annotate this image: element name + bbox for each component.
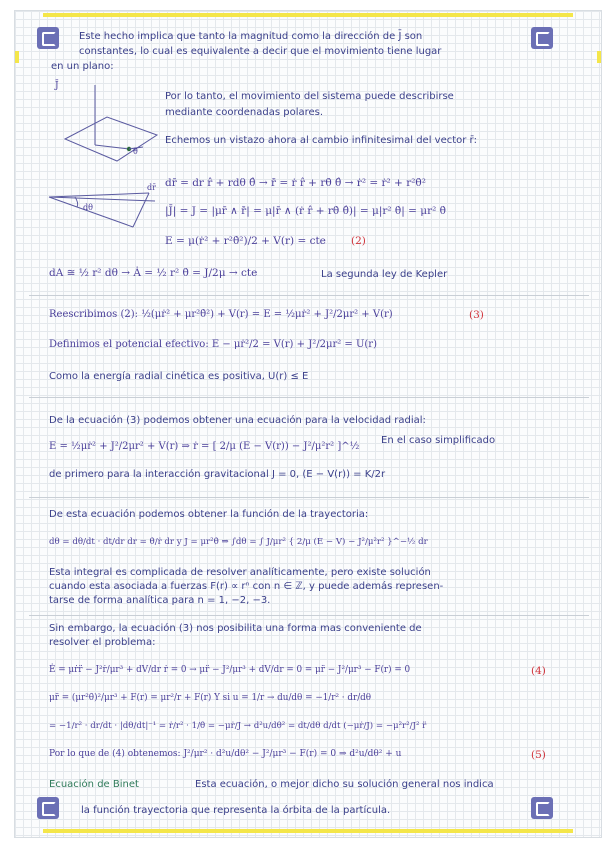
text-line: De esta ecuación podemos obtener la función de la trayectoria: [49, 509, 369, 520]
equation: dθ = dθ/dt · dt/dr dr = θ̇/ṙ dr y J = μr²θ̇ ⇒ ∫dθ = ∫ J/μr² { 2/μ (E − V) − J²/μ²r² }^−½ dr [49, 537, 428, 547]
text-line: la función trayectoria que representa la órbita de la partícula. [81, 805, 391, 816]
text-line: Por lo tanto, el movimiento del sistema puede describirse [165, 91, 454, 102]
text-line: mediante coordenadas polares. [165, 107, 324, 118]
left-highlight-mark [15, 51, 19, 63]
bottom-left-corner-icon [37, 797, 59, 819]
vector-sketch [45, 171, 165, 235]
equation: = −1/r² · dr/dt · |dθ/dt|⁻¹ = ṙ/r² · 1/θ̇ = −μṙ/J → d²u/dθ² = dt/dθ d/dt (−μṙ/J) = −μ²r²/J² r̈ [49, 721, 427, 731]
text-line: La segunda ley de Kepler [321, 269, 448, 280]
sketch-label: J̄ [55, 81, 59, 91]
text-line: de primero para la interacción gravitacional J = 0, (E − V(r)) = K/2r [49, 469, 386, 480]
separator [29, 295, 589, 296]
equation: Ė = μṙr̈ − J²ṙ/μr³ + dV/dr ṙ = 0 → μr̈ − J²/μr³ + dV/dr = 0 = μr̈ − J²/μr³ − F(r) = 0 [49, 665, 411, 675]
sketch-label: dθ [83, 203, 93, 212]
sketch-label: dr̄ [147, 183, 156, 192]
equation: dr̄ = dr r̂ + rdθ θ̂ → r̄̇ = ṙ r̂ + rθ̇ θ̂ → ṙ² = ṙ² + r²θ̇² [165, 177, 426, 189]
text-line: cuando esta asociada a fuerzas F(r) ∝ rⁿ con n ∈ ℤ, y puede además represen- [49, 581, 444, 592]
text-line: Sin embargo, la ecuación (3) nos posibilita una forma mas conveniente de [49, 623, 422, 634]
bottom-right-corner-icon [531, 797, 553, 819]
text-line: Esta integral es complicada de resolver analíticamente, pero existe solución [49, 567, 431, 578]
top-right-corner-icon [531, 27, 553, 49]
equation-number: (5) [531, 749, 546, 761]
separator [29, 615, 589, 616]
equation: |J̄| = J = |μr̄ ∧ ṙ̄| = μ|r̄ ∧ (ṙ r̂ + rθ̇ θ̂)| = μ|r² θ̇| = μr² θ̇ [165, 205, 446, 217]
separator [29, 497, 589, 498]
equation: E = ½μṙ² + J²/2μr² + V(r) ⇒ ṙ = [ 2/μ (E − V(r)) − J²/μ²r² ]^½ [49, 441, 360, 452]
equation: μr̈ = (μr²θ̇)²/μr³ + F(r) = μr²/r + F(r) Y si u = 1/r → du/dθ = −1/r² · dr/dθ [49, 693, 372, 703]
right-highlight-mark [597, 51, 601, 63]
text-line: Este hecho implica que tanto la magnitud como la dirección de J̄ son [79, 31, 423, 42]
sketch-label: θ̂ [133, 147, 138, 156]
text-line: Echemos un vistazo ahora al cambio infinitesimal del vector r̄: [165, 135, 478, 146]
equation-number: (4) [531, 665, 546, 677]
text-line: Como la energía radial cinética es positiva, U(r) ≤ E [49, 371, 309, 382]
equation-number: (2) [351, 235, 366, 247]
binet-label: Ecuación de Binet [49, 779, 139, 790]
equation: Por lo que de (4) obtenemos: J²/μr² · d²u/dθ² − J²/μr³ − F(r) = 0 ⇒ d²u/dθ² + u [49, 749, 402, 759]
text-line: En el caso simplificado [381, 435, 496, 446]
bottom-highlight-bar [43, 829, 573, 833]
top-highlight-bar [43, 13, 573, 17]
top-left-corner-icon [37, 27, 59, 49]
text-line: Esta ecuación, o mejor dicho su solución general nos indica [195, 779, 494, 790]
text-line: resolver el problema: [49, 637, 156, 648]
plane-sketch [51, 77, 161, 169]
equation: E = μ(ṙ² + r²θ̇²)/2 + V(r) = cte [165, 235, 326, 247]
equation-number: (3) [469, 309, 484, 321]
text-line: tarse de forma analítica para n = 1, −2, −3. [49, 595, 271, 606]
equation: dA ≅ ½ r² dθ → Ȧ = ½ r² θ̇ = J/2μ → cte [49, 267, 258, 279]
text-line: en un plano: [51, 61, 114, 72]
equation: Reescribimos (2): ½(μṙ² + μr²θ̇²) + V(r) = E = ½μṙ² + J²/2μr² + V(r) [49, 309, 393, 320]
notebook-page [14, 10, 602, 838]
text-line: constantes, lo cual es equivalente a decir que el movimiento tiene lugar [79, 46, 442, 57]
separator [29, 397, 589, 398]
text-line: De la ecuación (3) podemos obtener una ecuación para la velocidad radial: [49, 415, 426, 426]
equation: Definimos el potencial efectivo: E − μṙ²/2 = V(r) + J²/2μr² = U(r) [49, 339, 377, 350]
